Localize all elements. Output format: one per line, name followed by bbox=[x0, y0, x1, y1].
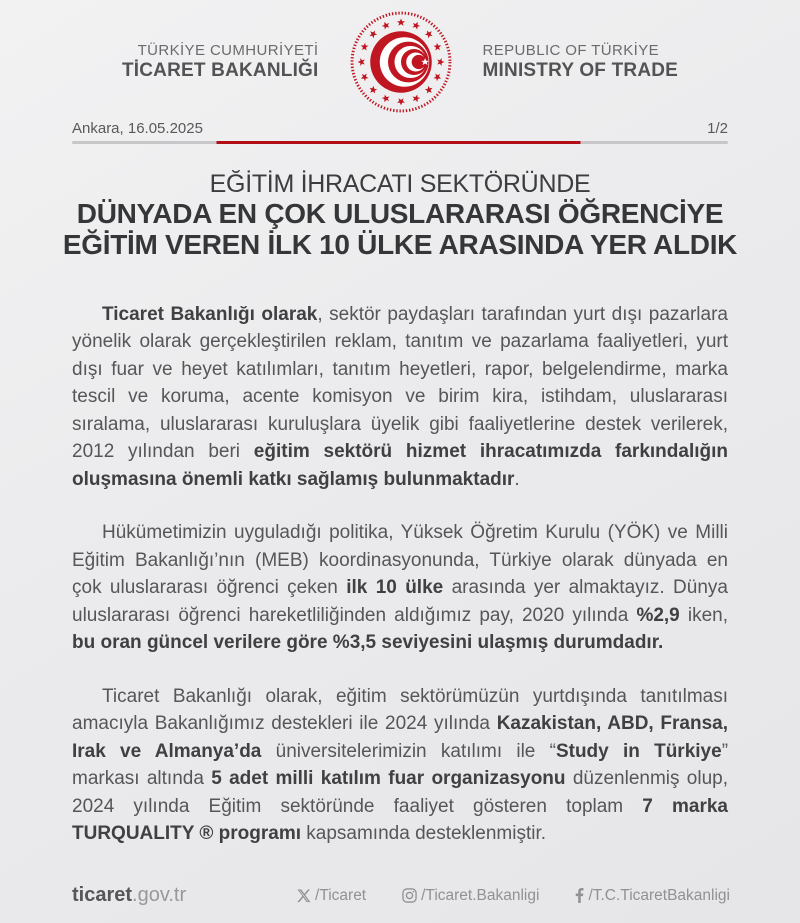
ministry-emblem-logo bbox=[349, 10, 453, 114]
social-handle: /Ticaret bbox=[315, 886, 367, 904]
text-run: ” markası altında bbox=[72, 740, 729, 790]
org-tr-line2: TİCARET BAKANLIĞI bbox=[121, 59, 319, 81]
text-run: kapsamında desteklenmiştir. bbox=[301, 823, 547, 845]
text-run: Ticaret Bakanlığı olarak, eğitim sektörümüzün yurtdışında tanıtılması amacıyla Bakanlığımız destekleri ile 2024 yılında bbox=[72, 685, 728, 735]
org-en-line2: MINISTRY OF TRADE bbox=[482, 59, 679, 81]
text-run: iken, bbox=[679, 604, 728, 626]
text-run: Ticaret Bakanlığı olarak bbox=[102, 303, 318, 325]
text-run: %2,9 bbox=[636, 604, 680, 626]
text-run: eğitim sektörü hizmet ihracatımızda farkındalığın oluşmasına önemli katkı sağlamış bulunmaktadır bbox=[72, 441, 728, 490]
body-text bbox=[72, 301, 728, 848]
social-link-facebook[interactable] bbox=[575, 887, 730, 905]
text-run: ilk 10 ülke bbox=[346, 577, 444, 599]
page-number: 1/2 bbox=[707, 120, 728, 137]
org-name-turkish bbox=[122, 42, 319, 81]
website-link[interactable] bbox=[72, 884, 186, 907]
website-bold-part: ticaret bbox=[72, 884, 133, 906]
text-run: bu oran güncel verilere göre %3,5 seviyesini ulaşmış durumdadır. bbox=[72, 632, 664, 654]
dateline: Ankara, 16.05.2025 bbox=[72, 120, 203, 137]
header bbox=[0, 0, 800, 114]
headline-line2: DÜNYADA EN ÇOK ULUSLARARASI ÖĞRENCİYE bbox=[76, 198, 724, 229]
social-links bbox=[297, 887, 730, 905]
text-run: düzenlenmiş olup, 2024 yılında Eğitim sektöründe faaliyet gösteren toplam bbox=[72, 768, 729, 817]
text-run: 5 adet milli katılım fuar organizasyonu bbox=[211, 768, 566, 790]
paragraph-3 bbox=[72, 683, 728, 848]
paragraph-1 bbox=[72, 301, 728, 494]
facebook-icon bbox=[575, 888, 584, 903]
paragraph-2 bbox=[72, 519, 728, 657]
org-tr-line1: TÜRKİYE CUMHURİYETİ bbox=[137, 42, 319, 60]
text-run: Study in Türkiye bbox=[555, 740, 722, 762]
separator-rule bbox=[72, 141, 728, 144]
footer bbox=[0, 884, 800, 907]
headline bbox=[40, 170, 760, 261]
headline-line3: EĞİTİM VEREN İLK 10 ÜLKE ARASINDA YER ALDIK bbox=[62, 229, 738, 261]
website-rest-part: .gov.tr bbox=[132, 884, 187, 906]
text-run: Kazakistan, ABD, Fransa, Irak ve Almanya’da bbox=[72, 713, 728, 762]
x-icon bbox=[297, 889, 311, 903]
social-link-instagram[interactable] bbox=[402, 887, 539, 905]
org-name-english bbox=[483, 42, 679, 81]
text-run: . bbox=[514, 468, 520, 490]
org-en-line1: REPUBLIC OF TÜRKİYE bbox=[482, 42, 660, 60]
text-run: , sektör paydaşları tarafından yurt dışı pazarlara yönelik olarak gerçekleştirilen reklam, tanıtım ve pazarlama faaliyetleri, yurt dışı fuar ve heyet katılımları, tanıtım heyetleri, rapor, belgelendirme, marka tescil ve koruma, acente komisyon ve birim kira, istihdam, uluslararası sıralama, uluslararası kuruluşlara üyelik gibi faaliyetlerine destek verilerek, 2012 yılından beri bbox=[72, 303, 728, 463]
text-run: üniversitelerimizin katılımı ile “ bbox=[261, 740, 556, 762]
meta-row bbox=[72, 120, 728, 137]
headline-line1: EĞİTİM İHRACATI SEKTÖRÜNDE bbox=[209, 170, 591, 198]
text-run: arasında yer almaktayız. Dünya uluslararası öğrenci hareketliliğinden aldığımız pay, 2020 yılında bbox=[72, 577, 728, 626]
social-handle: /T.C.TicaretBakanligi bbox=[588, 886, 730, 904]
social-handle: /Ticaret.Bakanligi bbox=[421, 886, 540, 904]
instagram-icon bbox=[402, 888, 417, 903]
social-link-x[interactable] bbox=[297, 887, 366, 905]
text-run: Hükümetimizin uyguladığı politika, Yüksek Öğretim Kurulu (YÖK) ve Milli Eğitim Bakanlığı’nın (MEB) koordinasyonunda, Türkiye olarak dünyada en çok uluslararası öğrenci çeken bbox=[72, 522, 728, 599]
text-run: 7 marka TURQUALITY ® programı bbox=[72, 795, 728, 845]
